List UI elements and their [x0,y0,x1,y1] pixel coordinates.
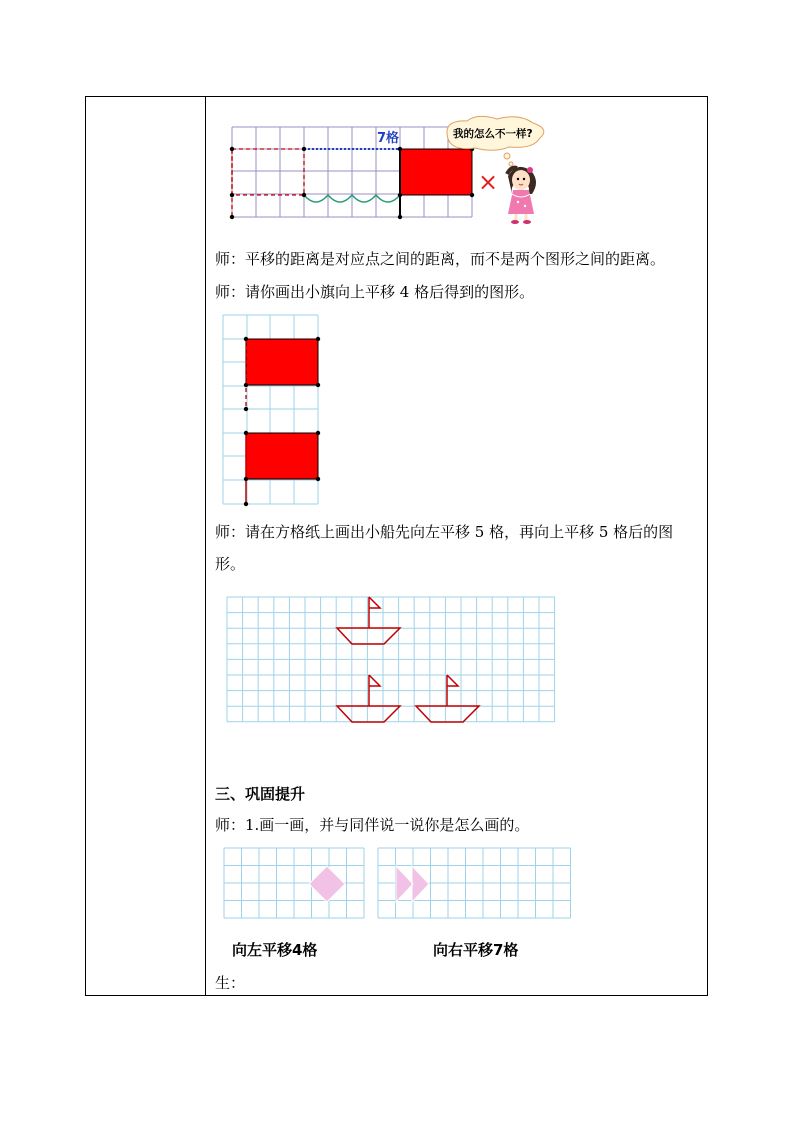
original-flag [246,433,318,479]
caption-move-left: 向左平移4格 [232,941,318,959]
exercise-grid-right [376,846,574,922]
girl-illustration [507,167,536,224]
wrong-mark: × [478,168,499,196]
paragraph-translation-distance: 师：平移的距离是对应点之间的距离，而不是两个图形之间的距离。 [215,250,666,268]
pink-diamond [309,866,345,902]
translated-flag [246,339,318,385]
pink-double-chevron [396,866,429,902]
caption-move-right: 向右平移7格 [433,941,519,959]
section-heading: 三、巩固提升 [215,785,306,803]
original-flag-dashed [232,149,304,195]
exercise-grid-left [222,846,367,922]
distance-label: 7格 [377,131,400,146]
flag-translation-grid [220,312,330,512]
student-answer-label: 生： [215,974,246,992]
translation-distance-figure [225,118,565,228]
boat-original [416,675,479,722]
boat-intermediate [337,675,400,722]
table-column-divider [205,96,206,996]
boat-translation-grid [225,594,565,726]
bubble-text: 我的怎么不一样? [453,128,533,140]
paragraph-boat-task-line1: 师：请在方格纸上画出小船先向左平移 5 格，再向上平移 5 格后的图 [215,523,674,541]
moved-flag [400,149,472,195]
paragraph-boat-task-line2: 形。 [215,555,246,573]
paragraph-flag-task: 师：请你画出小旗向上平移 4 格后得到的图形。 [215,283,535,301]
paragraph-exercise-intro: 师：1.画一画，并与同伴说一说你是怎么画的。 [215,816,530,834]
boat-translated [337,597,400,644]
